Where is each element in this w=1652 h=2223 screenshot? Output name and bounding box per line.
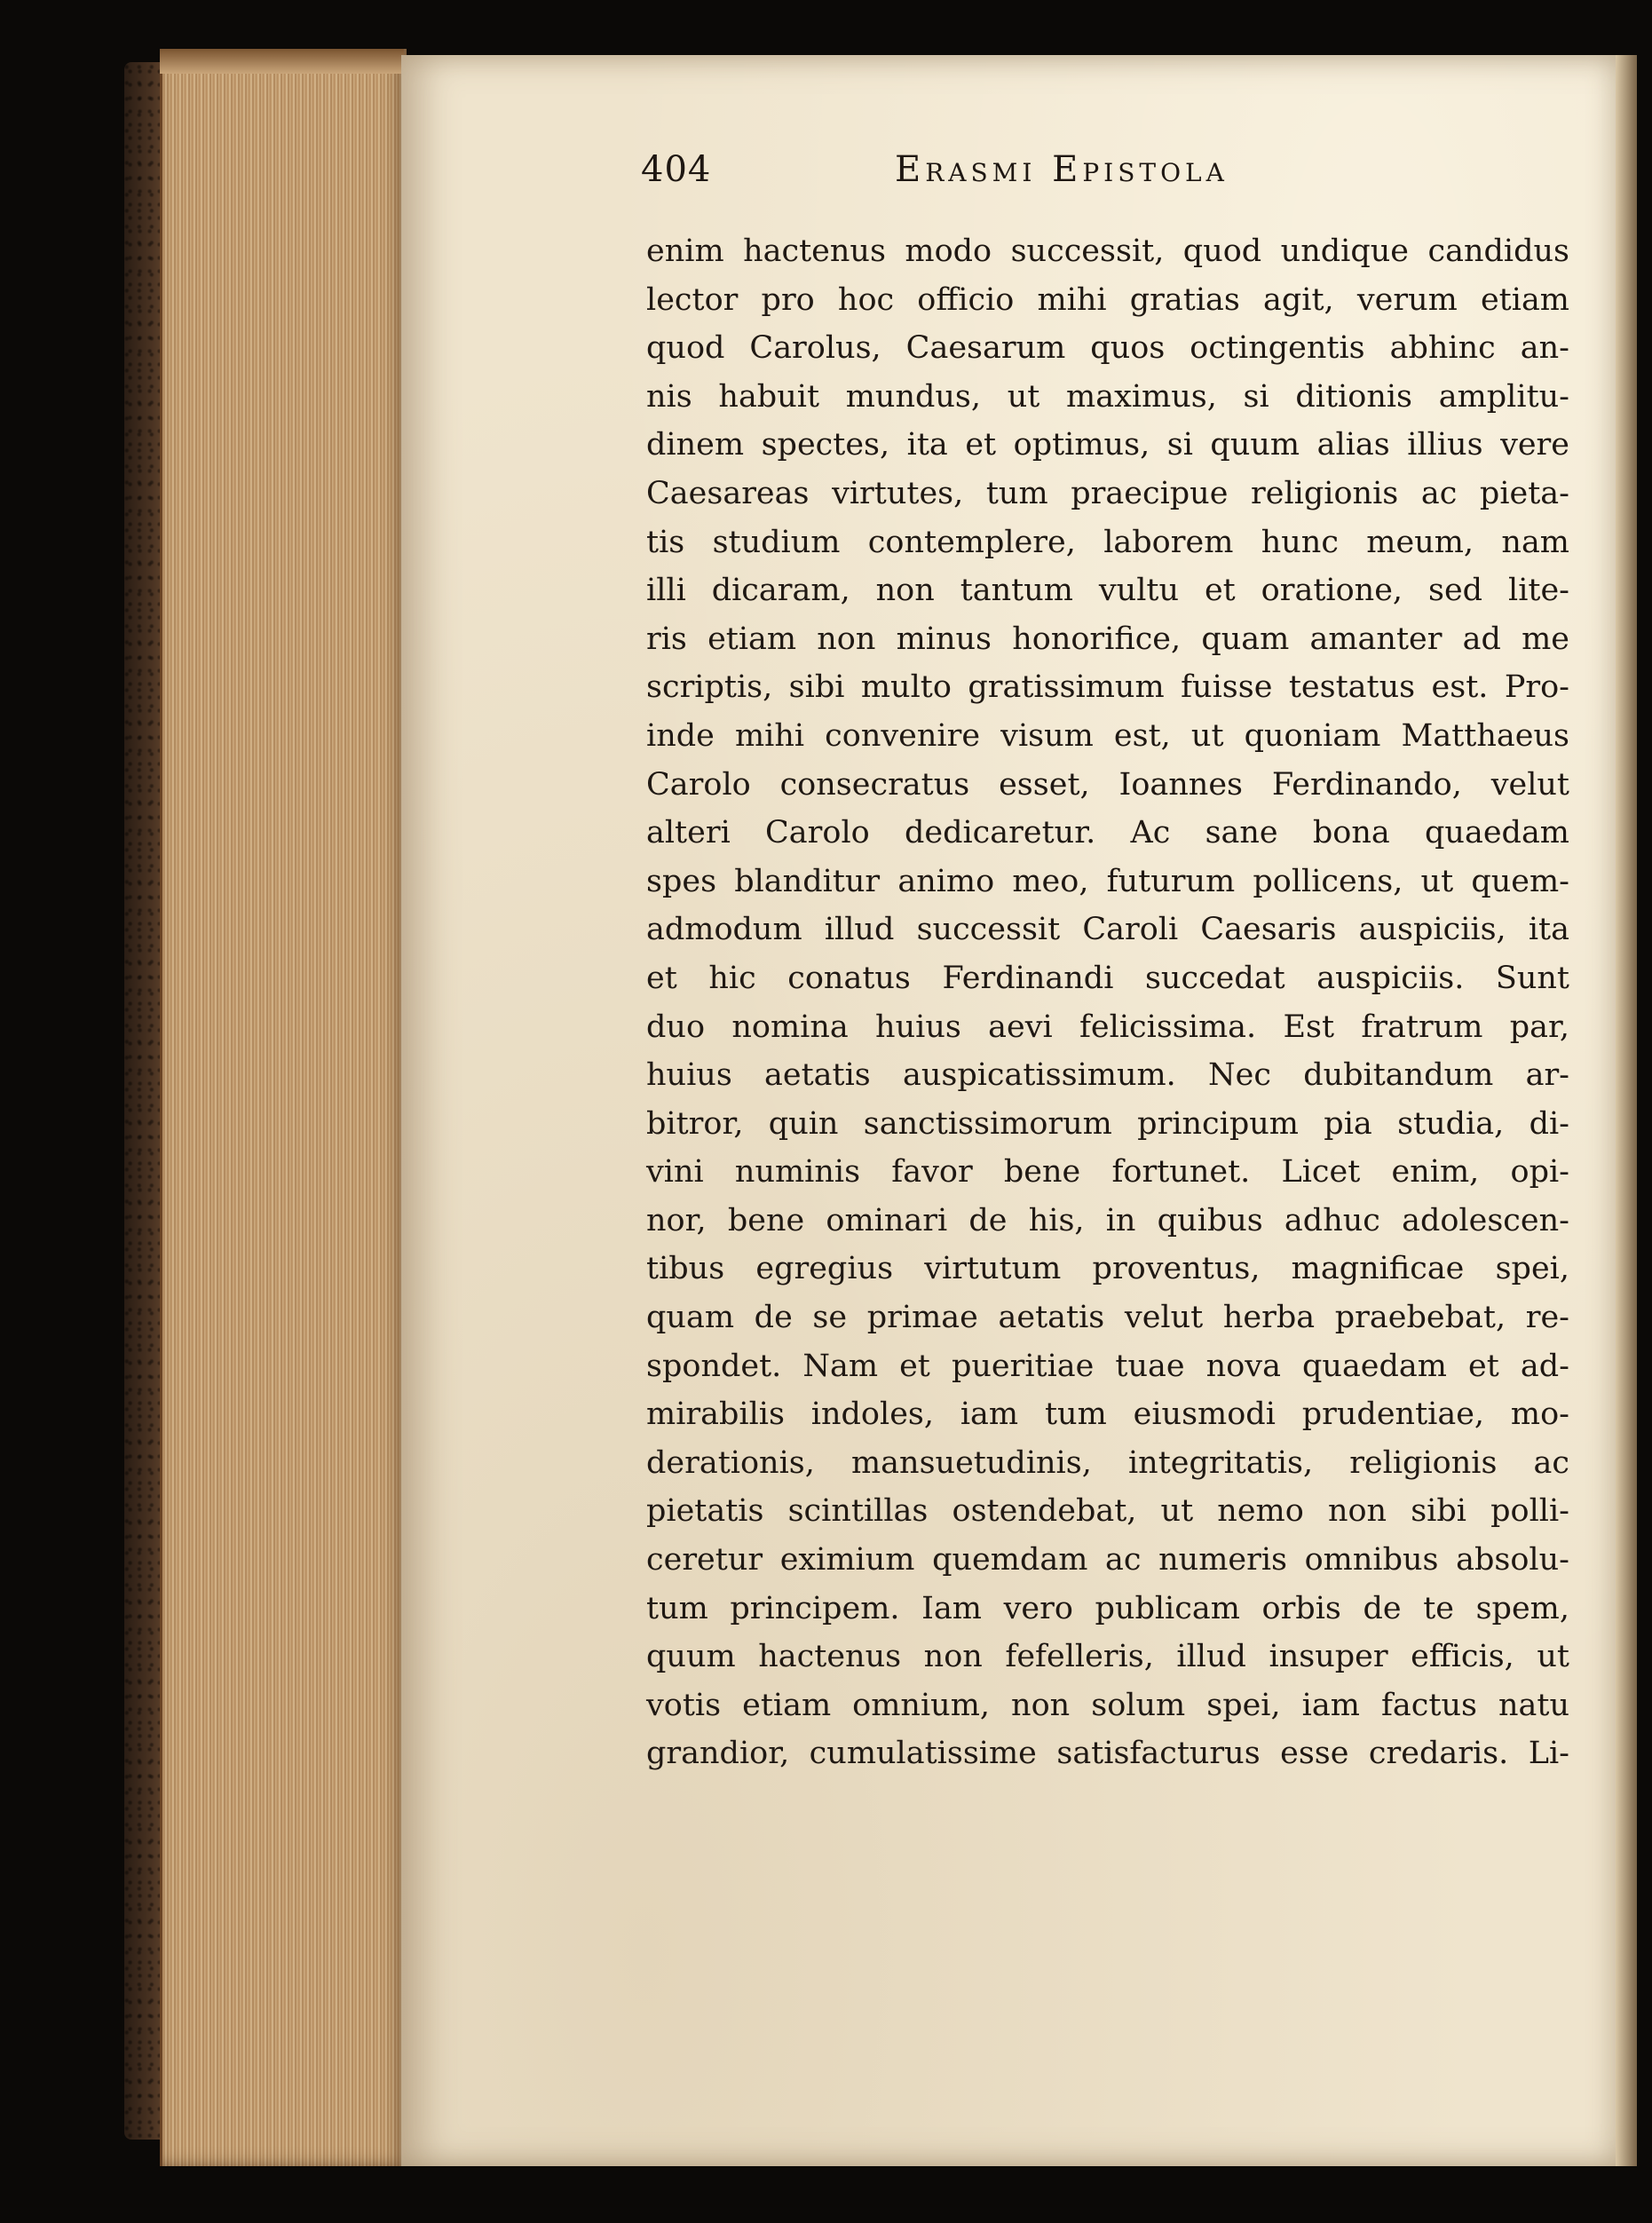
text-line: scriptis, sibi multo gratissimum fuisse testatus est. Pro- — [646, 669, 1569, 706]
text-line: ris etiam non minus honorifice, quam amanter ad me — [646, 621, 1569, 657]
text-line: duo nomina huius aevi felicissima. Est fratrum par, — [646, 1009, 1569, 1045]
text-line: tis studium contemplere, laborem hunc meum, nam — [646, 524, 1569, 560]
text-line: bitror, quin sanctissimorum principum pia studia, di- — [646, 1105, 1569, 1142]
text-line: Carolo consecratus esset, Ioannes Ferdinando, velut — [646, 766, 1569, 803]
text-line: nor, bene ominari de his, in quibus adhuc adolescen- — [646, 1202, 1569, 1238]
text-line: nis habuit mundus, ut maximus, si ditionis amplitu- — [646, 378, 1569, 415]
text-line: vini numinis favor bene fortunet. Licet enim, opi- — [646, 1154, 1569, 1191]
text-line: admodum illud successit Caroli Caesaris auspiciis, ita — [646, 912, 1569, 948]
text-line: spondet. Nam et pueritiae tuae nova quaedam et ad- — [646, 1348, 1569, 1384]
page-edges — [160, 49, 407, 2166]
text-line: ceretur eximium quemdam ac numeris omnibus absolu- — [646, 1542, 1569, 1578]
text-line: mirabilis indoles, iam tum eiusmodi prudentiae, mo- — [646, 1396, 1569, 1433]
page-number: 404 — [641, 149, 712, 190]
text-line: derationis, mansuetudinis, integritatis, religionis ac — [646, 1444, 1569, 1481]
text-line: lector pro hoc officio mihi gratias agit, verum etiam — [646, 281, 1569, 318]
text-line: dinem spectes, ita et optimus, si quum alias illius vere — [646, 427, 1569, 463]
text-line: Caesareas virtutes, tum praecipue religionis ac pieta- — [646, 475, 1569, 511]
page-right-edge — [1616, 55, 1637, 2166]
text-line: votis etiam omnium, non solum spei, iam factus natu — [646, 1687, 1569, 1723]
text-line: inde mihi convenire visum est, ut quoniam Matthaeus — [646, 717, 1569, 754]
text-line: tibus egregius virtutum proventus, magnificae spei, — [646, 1251, 1569, 1287]
page-edges-top — [160, 49, 404, 74]
text-line: grandior, cumulatissime satisfacturus esse credaris. Li- — [646, 1736, 1569, 1772]
text-line: et hic conatus Ferdinandi succedat auspiciis. Sunt — [646, 960, 1569, 996]
text-line: alteri Carolo dedicaretur. Ac sane bona quaedam — [646, 815, 1569, 851]
running-head: Erasmi Epistola — [895, 149, 1229, 190]
text-line: pietatis scintillas ostendebat, ut nemo non sibi polli- — [646, 1493, 1569, 1530]
text-line: illi dicaram, non tantum vultu et oratione, sed lite- — [646, 573, 1569, 609]
text-line: enim hactenus modo successit, quod undique candidus — [646, 233, 1569, 269]
text-line: spes blanditur animo meo, futurum pollicens, ut quem- — [646, 863, 1569, 899]
text-line: quam de se primae aetatis velut herba praebebat, re- — [646, 1300, 1569, 1336]
text-line: quod Carolus, Caesarum quos octingentis abhinc an- — [646, 330, 1569, 367]
body-text — [646, 227, 1569, 1778]
text-line: quum hactenus non fefelleris, illud insuper efficis, ut — [646, 1639, 1569, 1675]
page-header — [641, 149, 1316, 202]
text-line: tum principem. Iam vero publicam orbis de te spem, — [646, 1590, 1569, 1626]
text-line: huius aetatis auspicatissimum. Nec dubitandum ar- — [646, 1057, 1569, 1094]
